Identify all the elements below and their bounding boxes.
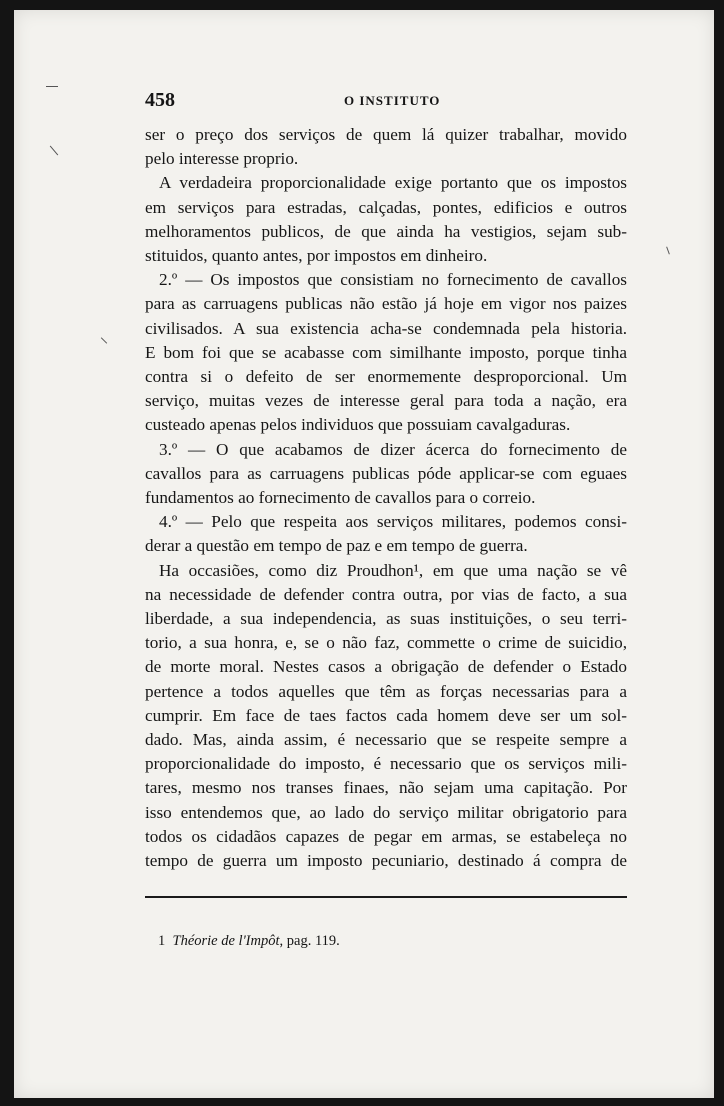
text-line: custeado apenas pelos individuos que possuiam cavalgaduras. xyxy=(145,415,571,435)
text-line: serviço, muitas vezes de interesse geral para toda a nação, era xyxy=(145,391,627,411)
text-line: 4.º — Pelo que respeita aos serviços militares, podemos consi- xyxy=(159,512,627,532)
margin-mark xyxy=(50,146,58,156)
text-line: ser o preço dos serviços de quem lá quizer trabalhar, movido xyxy=(145,125,627,144)
text-line: fundamentos ao fornecimento de cavallos para o correio. xyxy=(145,488,536,508)
text-line: pelo interesse proprio. xyxy=(145,149,299,169)
page-number: 458 xyxy=(145,89,175,111)
text-line: cavallos para as carruagens publicas póde applicar-se com eguaes xyxy=(145,463,627,483)
text-line: para as carruagens publicas não estão já hoje em vigor nos paizes xyxy=(145,294,627,314)
text-line: derar a questão em tempo de paz e em tempo de guerra. xyxy=(145,536,528,556)
running-head: O INSTITUTO xyxy=(344,93,441,108)
footnote-marker: 1 xyxy=(158,933,166,949)
footnote-reference: , pag. 119. xyxy=(279,933,340,949)
text-line: E bom foi que se acabasse com similhante imposto, porque tinha xyxy=(145,342,627,362)
footnote xyxy=(158,932,340,950)
text-line: proporcionalidade do imposto, é necessario que os serviços mili- xyxy=(145,754,627,774)
text-line: torio, a sua honra, e, se o não faz, commette o crime de suicidio, xyxy=(145,633,627,653)
text-line: em serviços para estradas, calçadas, pontes, edificios e outros xyxy=(145,197,627,217)
text-line: contra si o defeito de ser enormemente desproporcional. Um xyxy=(145,367,627,387)
text-line: pertence a todos aquelles que têm as forças necessarias para a xyxy=(145,681,627,701)
text-line: melhoramentos publicos, de que ainda ha vestigios, sejam sub- xyxy=(145,221,627,241)
text-line: de morte moral. Nestes casos a obrigação de defender o Estado xyxy=(145,657,627,677)
text-line: liberdade, a sua independencia, as suas instituições, o seu terri- xyxy=(145,609,627,629)
text-line: A verdadeira proporcionalidade exige portanto que os impostos xyxy=(159,173,627,193)
text-line: civilisados. A sua existencia acha-se condemnada pela historia. xyxy=(145,318,627,338)
text-line: 2.º — Os impostos que consistiam no fornecimento de cavallos xyxy=(159,270,627,290)
margin-mark xyxy=(666,247,670,255)
text-line: stituidos, quanto antes, por impostos em dinheiro. xyxy=(145,246,488,266)
text-line: dado. Mas, ainda assim, é necessario que se respeite sempre a xyxy=(145,730,627,750)
margin-mark xyxy=(101,337,107,343)
text-line: na necessidade de defender contra outra, por vias de facto, a sua xyxy=(145,584,627,604)
body-text xyxy=(145,123,627,873)
text-line: 3.º — O que acabamos de dizer ácerca do fornecimento de xyxy=(159,439,627,459)
text-line: Ha occasiões, como diz Proudhon¹, em que uma nação se vê xyxy=(159,560,627,580)
footnote-title: Théorie de l'Impôt xyxy=(172,933,280,949)
text-line: isso entendemos que, ao lado do serviço militar obrigatorio para xyxy=(145,802,627,822)
footnote-rule xyxy=(145,896,627,898)
text-line: tares, mesmo nos transes finaes, não sejam uma capitação. Por xyxy=(145,778,627,798)
page-header xyxy=(145,88,627,114)
text-line: tempo de guerra um imposto pecuniario, destinado á compra de xyxy=(145,851,627,871)
text-line: cumprir. Em face de taes factos cada homem deve ser um sol- xyxy=(145,705,627,725)
margin-mark xyxy=(46,86,58,87)
text-line: todos os cidadãos capazes de pegar em armas, se estabeleça no xyxy=(145,826,627,846)
